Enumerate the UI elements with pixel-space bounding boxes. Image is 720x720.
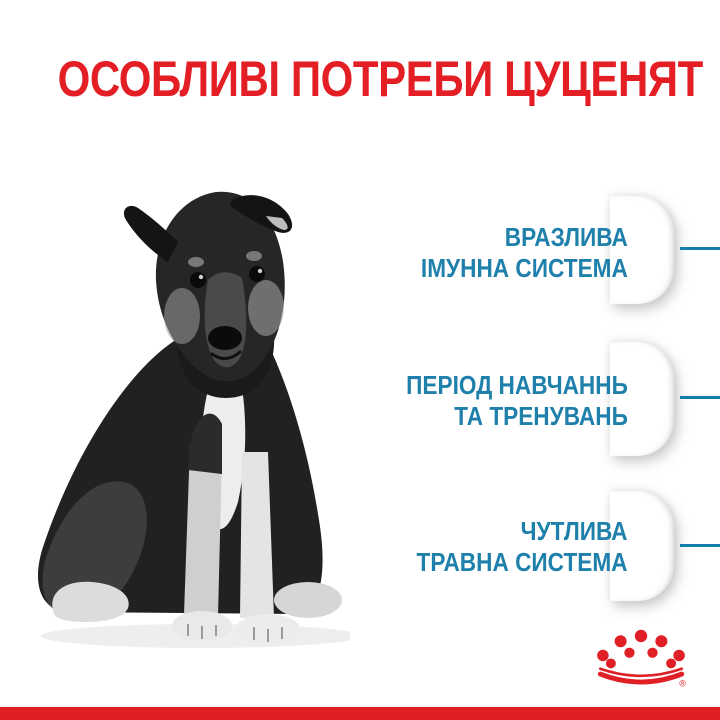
registered-trademark-symbol: ® <box>679 678 686 689</box>
brand-red-bar <box>0 707 720 720</box>
eye-left <box>190 272 206 288</box>
cheek-right <box>248 280 284 336</box>
feature-line: ПЕРІОД НАВЧАННЬ <box>406 370 628 400</box>
feature-line: ВРАЗЛИВА <box>504 222 628 252</box>
feature-caption-training-period <box>406 370 628 432</box>
connector-line <box>680 396 720 399</box>
front-leg-right <box>240 452 274 618</box>
feature-line: ТРАВНА СИСТЕМА <box>416 547 628 577</box>
puppy-illustration <box>26 184 350 652</box>
feature-caption-immune-system <box>421 222 628 284</box>
puppy-photo <box>26 184 350 652</box>
feature-line: ТА ТРЕНУВАНЬ <box>454 401 628 431</box>
eye-right <box>249 266 265 282</box>
feature-line: ІМУННА СИСТЕМА <box>421 253 628 283</box>
puppy-body <box>38 334 342 644</box>
connector-line <box>680 247 720 250</box>
cheek-left <box>164 288 200 344</box>
crown-icon <box>596 628 686 690</box>
feature-caption-digestive-system <box>417 516 628 578</box>
connector-line <box>680 544 720 547</box>
nose <box>208 326 242 350</box>
hind-paw-right <box>274 582 342 618</box>
puppy-head <box>124 192 292 382</box>
royal-canin-crown-logo <box>596 628 686 690</box>
feature-line: ЧУТЛИВА <box>521 516 628 546</box>
page-title: ОСОБЛИВІ ПОТРЕБИ ЦУЦЕНЯТ <box>57 50 703 107</box>
